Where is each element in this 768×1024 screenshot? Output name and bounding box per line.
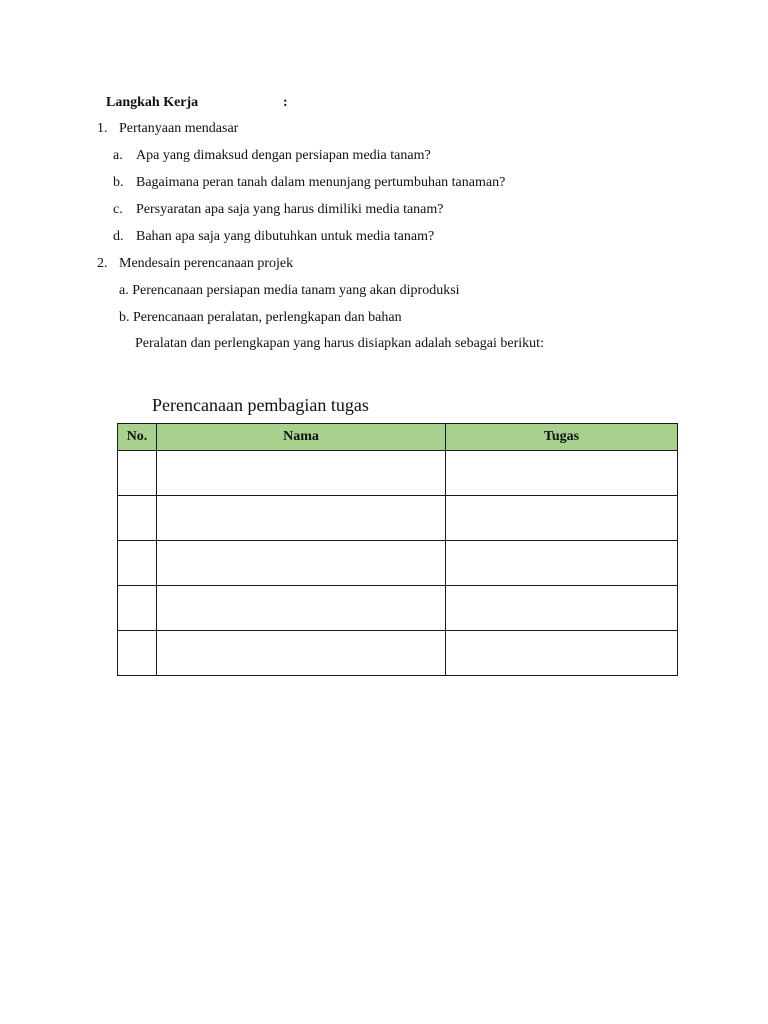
cell-no[interactable] bbox=[118, 541, 157, 586]
list-item-text: b. Perencanaan peralatan, perlengkapan dan bahan bbox=[119, 310, 402, 325]
task-division-table bbox=[117, 423, 678, 676]
cell-tugas[interactable] bbox=[446, 631, 678, 676]
cell-tugas[interactable] bbox=[446, 496, 678, 541]
list-item-text: Bahan apa saja yang dibutuhkan untuk media tanam? bbox=[136, 229, 435, 244]
list-item-marker: c. bbox=[113, 202, 123, 217]
table-row bbox=[118, 631, 678, 676]
list-item-text: Apa yang dimaksud dengan persiapan media tanam? bbox=[136, 148, 431, 163]
table-row bbox=[118, 496, 678, 541]
cell-no[interactable] bbox=[118, 586, 157, 631]
cell-tugas[interactable] bbox=[446, 451, 678, 496]
cell-no[interactable] bbox=[118, 631, 157, 676]
cell-nama[interactable] bbox=[157, 451, 446, 496]
header-nama: Nama bbox=[157, 424, 446, 451]
cell-nama[interactable] bbox=[157, 496, 446, 541]
section1-title: Pertanyaan mendasar bbox=[119, 121, 239, 136]
list-item-text: Bagaimana peran tanah dalam menunjang pertumbuhan tanaman? bbox=[136, 175, 506, 190]
table-header-row bbox=[118, 424, 678, 451]
header-tugas: Tugas bbox=[446, 424, 678, 451]
section2-note: Peralatan dan perlengkapan yang harus disiapkan adalah sebagai berikut: bbox=[135, 336, 544, 351]
cell-nama[interactable] bbox=[157, 541, 446, 586]
cell-nama[interactable] bbox=[157, 631, 446, 676]
section2-number: 2. bbox=[97, 256, 108, 271]
heading-label: Langkah Kerja bbox=[106, 95, 199, 110]
list-item-marker: b. bbox=[113, 175, 124, 190]
table-caption: Perencanaan pembagian tugas bbox=[152, 395, 369, 415]
table-row bbox=[118, 451, 678, 496]
table-row bbox=[118, 541, 678, 586]
header-no: No. bbox=[118, 424, 157, 451]
cell-tugas[interactable] bbox=[446, 586, 678, 631]
cell-no[interactable] bbox=[118, 451, 157, 496]
list-item-marker: a. bbox=[113, 148, 123, 163]
list-item-marker: d. bbox=[113, 229, 124, 244]
section1-number: 1. bbox=[97, 121, 108, 136]
heading-colon: : bbox=[283, 95, 288, 110]
cell-nama[interactable] bbox=[157, 586, 446, 631]
section2-title: Mendesain perencanaan projek bbox=[119, 256, 294, 271]
list-item-text: Persyaratan apa saja yang harus dimiliki media tanam? bbox=[136, 202, 444, 217]
cell-tugas[interactable] bbox=[446, 541, 678, 586]
list-item-text: a. Perencanaan persiapan media tanam yang akan diproduksi bbox=[119, 283, 460, 298]
cell-no[interactable] bbox=[118, 496, 157, 541]
table-row bbox=[118, 586, 678, 631]
